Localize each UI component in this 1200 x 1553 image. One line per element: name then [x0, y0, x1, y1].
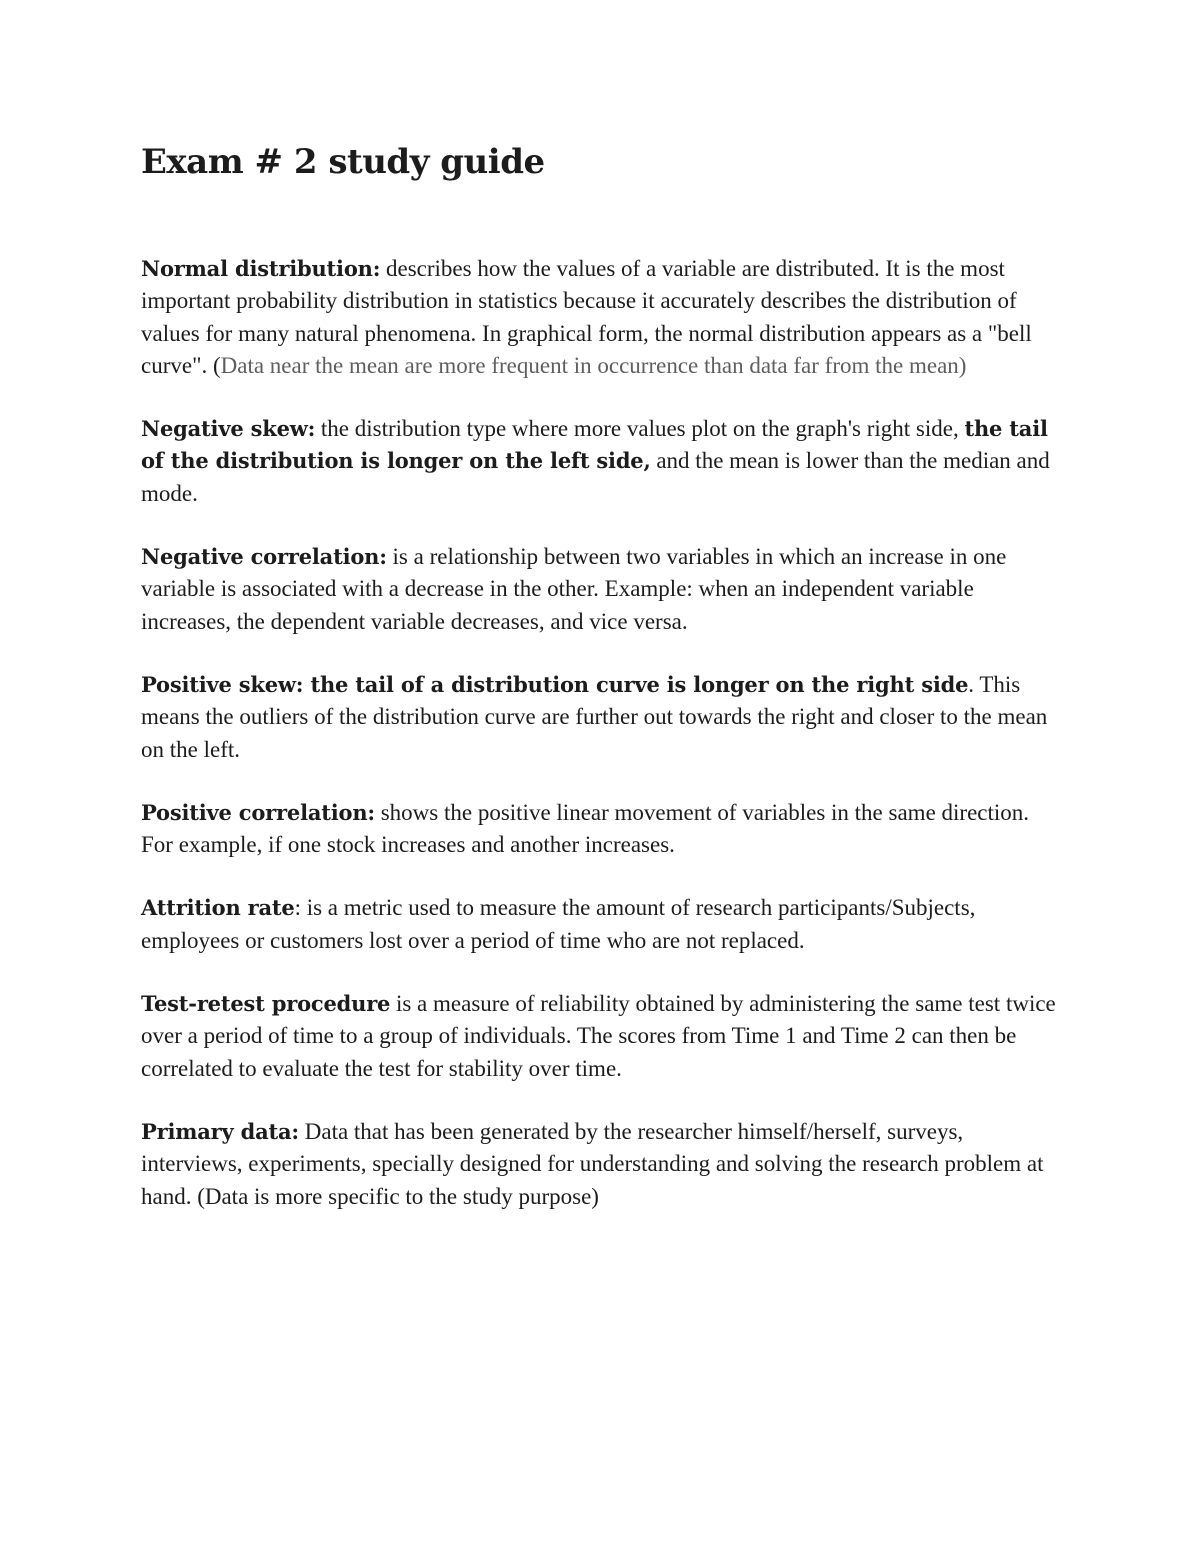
- page-title: Exam # 2 study guide: [141, 142, 545, 182]
- entry-test-retest-procedure: [141, 988, 1056, 1085]
- note-normal-distribution: Data near the mean are more frequent in occurrence than data far from the mean): [220, 352, 967, 378]
- definition-primary-data: Data that has been generated by the researcher himself/herself, surveys, interviews, experiments, specially designed for understanding and solving the research problem at hand. (Data is more specific to the study purpose): [141, 1118, 1044, 1209]
- definition-positive-skew: . This means the outliers of the distribution curve are further out towards the right and closer to the mean on the left.: [141, 671, 1048, 762]
- study-guide-body: [141, 253, 1056, 1244]
- entry-primary-data: [141, 1116, 1056, 1213]
- term-test-retest-procedure: Test-retest procedure: [141, 991, 391, 1017]
- definition-positive-correlation: shows the positive linear movement of variables in the same direction. For example, if one stock increases and another increases.: [141, 799, 1030, 858]
- definition-attrition-rate: : is a metric used to measure the amount of research participants/Subjects, employees or customers lost over a period of time who are not replaced.: [141, 895, 976, 953]
- definition-negative-correlation: is a relationship between two variables in which an increase in one variable is associated with a decrease in the other. Example: when an independent variable increases, the dependent variable decreases, and vice versa.: [141, 544, 1007, 634]
- entry-positive-skew: [141, 669, 1056, 766]
- emphasis-negative-skew: the tail of the distribution is longer on the left side,: [141, 416, 1048, 474]
- entry-normal-distribution: [141, 253, 1056, 382]
- definition-normal-distribution: describes how the values of a variable are distributed. It is the most important probability distribution in statistics because it accurately describes the distribution of values for many natural phenomena. In graphical form, the normal distribution appears as a "bell curve". (: [141, 256, 1032, 378]
- term-normal-distribution: Normal distribution:: [141, 256, 381, 281]
- term-negative-skew: Negative skew:: [141, 416, 316, 442]
- definition-negative-skew: the distribution type where more values plot on the graph's right side,: [315, 416, 965, 442]
- term-positive-correlation: Positive correlation:: [141, 799, 375, 825]
- entry-positive-correlation: [141, 797, 1056, 862]
- entry-negative-skew: [141, 413, 1056, 510]
- term-negative-correlation: Negative correlation:: [141, 544, 387, 570]
- definition-negative-skew-end: and the mean is lower than the median and mode.: [141, 448, 1050, 506]
- definition-test-retest-procedure: is a measure of reliability obtained by administering the same test twice over a period of time to a group of individuals. The scores from Time 1 and Time 2 can then be correlated to evaluate the test for stability over time.: [141, 991, 1056, 1081]
- term-positive-skew: Positive skew: the tail of a distribution curve is longer on the right side: [141, 671, 969, 697]
- entry-negative-correlation: [141, 541, 1056, 638]
- entry-attrition-rate: [141, 892, 1056, 957]
- term-attrition-rate: Attrition rate: [141, 895, 295, 921]
- term-primary-data: Primary data:: [141, 1118, 299, 1144]
